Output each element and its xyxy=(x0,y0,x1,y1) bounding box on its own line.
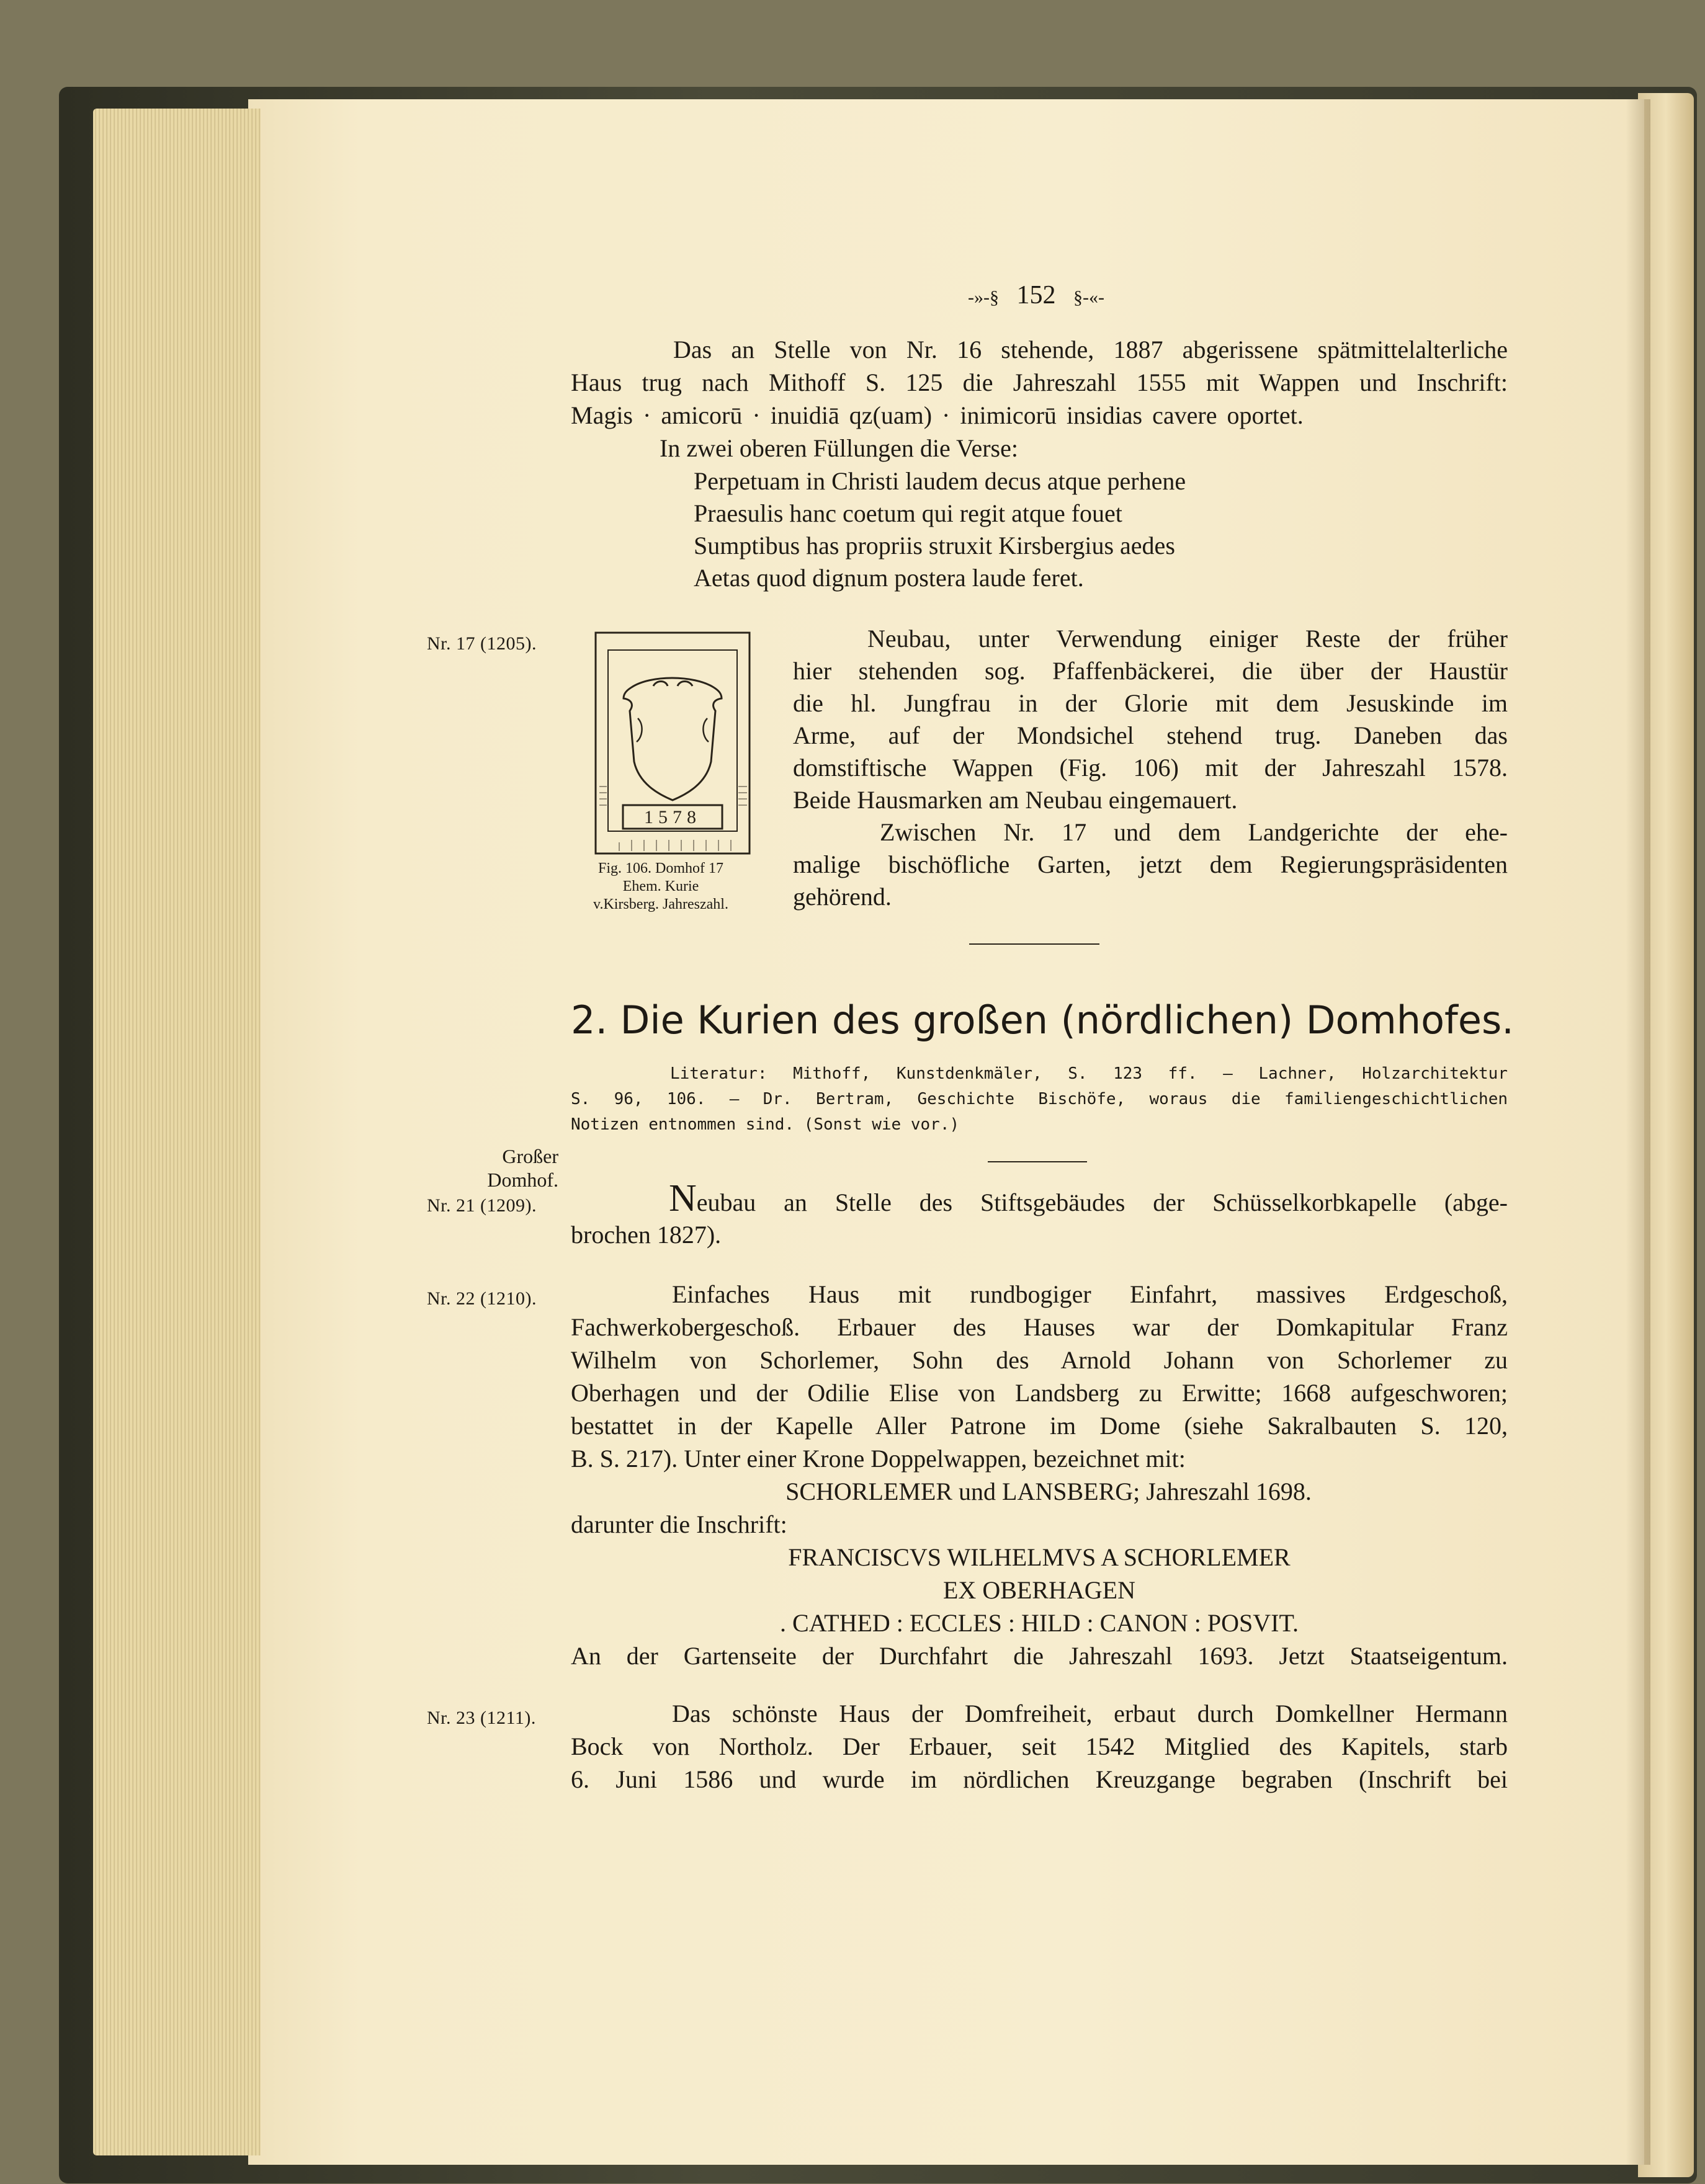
literature-line: S. 96, 106. — Dr. Bertram, Geschichte Bischöfe, woraus die familiengeschichtlichen xyxy=(571,1090,1508,1108)
intro-line: Magis · amicorū · inuidiā qz(uam) · inimicorū insidias cavere oportet. xyxy=(571,401,1304,429)
literature-line: Literatur: Mithoff, Kunstdenkmäler, S. 123 ff. — Lachner, Holzarchitektur xyxy=(670,1064,1508,1083)
nr17-line: Neubau, unter Verwendung einiger Reste der früher xyxy=(867,625,1508,653)
nr17-line: die hl. Jungfrau in der Glorie mit dem Jesuskinde im xyxy=(793,689,1508,717)
nr21-line xyxy=(669,1177,1508,1219)
section-heading: 2. Die Kurien des großen (nördlichen) Domhofes. xyxy=(571,997,1514,1043)
page-number-value: 152 xyxy=(1016,281,1056,310)
nr17-line: Beide Hausmarken am Neubau eingemauert. xyxy=(793,786,1238,814)
intro-line: In zwei oberen Füllungen die Verse: xyxy=(660,434,1018,462)
literature-line: Notizen entnommen sind. (Sonst wie vor.) xyxy=(571,1115,960,1134)
verse-line: Perpetuam in Christi laudem decus atque perhene xyxy=(694,467,1186,495)
coat-of-arms-figure xyxy=(594,631,751,855)
drop-initial: N xyxy=(669,1177,697,1219)
nr17-line: Zwischen Nr. 17 und dem Landgerichte der ehe- xyxy=(880,818,1508,846)
figure-caption: v.Kirsberg. Jahreszahl. xyxy=(593,896,728,912)
nr23-line: Das schönste Haus der Domfreiheit, erbaut durch Domkellner Hermann xyxy=(672,1700,1508,1727)
nr22-line: Oberhagen und der Odilie Elise von Landsberg zu Erwitte; 1668 aufgeschworen; xyxy=(571,1379,1508,1407)
nr17-line: Arme, auf der Mondsichel stehend trug. Daneben das xyxy=(793,721,1508,749)
verse-line: Sumptibus has propriis struxit Kirsbergius aedes xyxy=(694,532,1175,559)
inscription-line: EX OBERHAGEN xyxy=(943,1576,1135,1604)
arms-line: SCHORLEMER und LANSBERG; Jahreszahl 1698. xyxy=(785,1478,1312,1505)
nr22-line: Einfaches Haus mit rundbogiger Einfahrt, massives Erdgeschoß, xyxy=(672,1280,1508,1308)
margin-note: Großer xyxy=(502,1145,558,1167)
nr17-line: gehörend. xyxy=(793,883,892,911)
figure-inscription: 1578 xyxy=(644,807,701,827)
nr22-line: B. S. 217). Unter einer Krone Doppelwappen, bezeichnet mit: xyxy=(571,1445,1186,1473)
page-number xyxy=(943,280,1129,310)
entry-label-nr23: Nr. 23 (1211). xyxy=(427,1708,536,1728)
ornament-left: -»-§ xyxy=(968,287,999,308)
figure-caption: Ehem. Kurie xyxy=(622,878,699,894)
nr17-line: hier stehenden sog. Pfaffenbäckerei, die über der Haustür xyxy=(793,657,1508,685)
inscription-intro: darunter die Inschrift: xyxy=(571,1510,787,1538)
nr22-line: bestattet in der Kapelle Aller Patrone im Dome (siehe Sakralbauten S. 120, xyxy=(571,1412,1508,1440)
entry-label-nr21: Nr. 21 (1209). xyxy=(427,1195,537,1216)
inscription-line: FRANCISCVS WILHELMVS A SCHORLEMER xyxy=(788,1543,1291,1571)
nr17-line: domstiftische Wappen (Fig. 106) mit der Jahreszahl 1578. xyxy=(793,754,1508,782)
margin-note: Domhof. xyxy=(487,1169,558,1191)
literature-divider xyxy=(988,1161,1087,1162)
entry-label-nr17: Nr. 17 (1205). xyxy=(427,633,537,654)
inscription-line: . CATHED : ECCLES : HILD : CANON : POSVIT. xyxy=(780,1609,1299,1637)
ornament-right: §-«- xyxy=(1073,287,1104,308)
section-divider xyxy=(969,943,1099,945)
nr22-line: Fachwerkobergeschoß. Erbauer des Hauses war der Domkapitular Franz xyxy=(571,1313,1508,1341)
verse-line: Praesulis hanc coetum qui regit atque fouet xyxy=(694,499,1122,527)
nr17-line: malige bischöfliche Garten, jetzt dem Regierungspräsidenten xyxy=(793,850,1508,878)
nr21-line: brochen 1827). xyxy=(571,1221,722,1249)
nr23-line: 6. Juni 1586 und wurde im nördlichen Kreuzgange begraben (Inschrift bei xyxy=(571,1765,1508,1793)
figure-caption: Fig. 106. Domhof 17 xyxy=(597,860,723,876)
intro-line: Haus trug nach Mithoff S. 125 die Jahreszahl 1555 mit Wappen und Inschrift: xyxy=(571,368,1508,396)
verse-line: Aetas quod dignum postera laude feret. xyxy=(694,564,1084,592)
nr21-text: eubau an Stelle des Stiftsgebäudes der Schüsselkorbkapelle (abge- xyxy=(696,1188,1508,1216)
nr23-line: Bock von Northolz. Der Erbauer, seit 1542 Mitglied des Kapitels, starb xyxy=(571,1732,1508,1760)
nr22-closing: An der Gartenseite der Durchfahrt die Jahreszahl 1693. Jetzt Staatseigentum. xyxy=(571,1642,1508,1670)
entry-label-nr22: Nr. 22 (1210). xyxy=(427,1288,537,1309)
intro-line: Das an Stelle von Nr. 16 stehende, 1887 abgerissene spätmittelalterliche xyxy=(673,336,1508,363)
nr22-line: Wilhelm von Schorlemer, Sohn des Arnold Johann von Schorlemer zu xyxy=(571,1346,1508,1374)
